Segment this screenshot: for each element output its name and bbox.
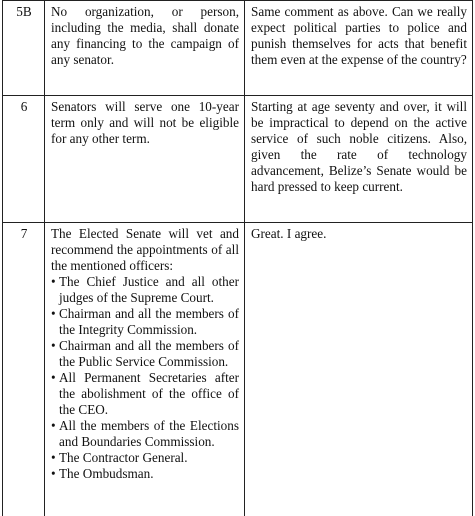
list-item: [51, 418, 239, 450]
list-item: [51, 274, 239, 306]
proposal-cell: No organization, or person, including the media, shall donate any financing to the campaign of any senator.: [45, 1, 245, 96]
comment-cell: Great. I agree.: [245, 223, 473, 516]
bullet-icon: •: [51, 450, 56, 466]
list-item: [51, 370, 239, 418]
bullet-icon: •: [51, 466, 56, 482]
proposal-intro-text: The Elected Senate will vet and recommend the appointments of all the mentioned officers:: [51, 226, 239, 274]
comment-cell: Same comment as above. Can we really expect political parties to police and punish themselves for acts that benefit them even at the expense of the country?: [245, 1, 473, 96]
list-item-text: Chairman and all the members of the Public Service Commission.: [59, 338, 239, 369]
comment-cell: Starting at age seventy and over, it will be impractical to depend on the active service of such noble citizens. Also, given the rate of technology advancement, Belize’s Senate would be hard pressed to keep current.: [245, 96, 473, 223]
table-row: [3, 223, 473, 516]
list-item-text: Chairman and all the members of the Integrity Commission.: [59, 306, 239, 337]
bullet-icon: •: [51, 370, 56, 386]
list-item: [51, 306, 239, 338]
row-number-cell: 5B: [3, 1, 45, 96]
row-number-cell: 6: [3, 96, 45, 223]
list-item-text: The Ombudsman.: [59, 466, 154, 481]
list-item: [51, 338, 239, 370]
table-row: [3, 96, 473, 223]
list-item-text: All the members of the Elections and Boundaries Commission.: [59, 418, 239, 449]
proposal-cell: Senators will serve one 10-year term only and will not be eligible for any other term.: [45, 96, 245, 223]
bullet-icon: •: [51, 274, 56, 290]
list-item: [51, 450, 239, 466]
list-item: [51, 466, 239, 482]
officer-list: [51, 274, 239, 482]
bullet-icon: •: [51, 306, 56, 322]
list-item-text: All Permanent Secretaries after the abolishment of the office of the CEO.: [59, 370, 239, 417]
proposal-cell: [45, 223, 245, 516]
list-item-text: The Chief Justice and all other judges of the Supreme Court.: [59, 274, 239, 305]
table-row: [3, 1, 473, 96]
proposals-comments-table: [2, 0, 473, 516]
bullet-icon: •: [51, 338, 56, 354]
bullet-icon: •: [51, 418, 56, 434]
row-number-cell: 7: [3, 223, 45, 516]
list-item-text: The Contractor General.: [59, 450, 188, 465]
